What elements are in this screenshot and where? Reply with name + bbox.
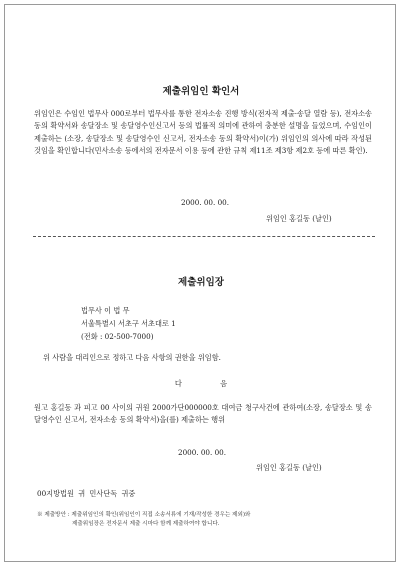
footnote <box>37 511 377 529</box>
delegation-statement: 위 사람을 대리인으로 정하고 다음 사항의 권한을 위임함. <box>43 353 221 362</box>
confirmation-date: 2000. 00. 00. <box>181 198 230 207</box>
delegated-matter: 원고 홍길동 과 피고 00 사이의 귀원 2000가단000000호 대여금 청구사건에 관하여(소장, 송달장소 및 송달영수인 신고서, 전자소송 동의 확약서)을(를) 제출하는 행위 <box>34 403 372 425</box>
section-heading: 다 음 <box>174 379 246 388</box>
document-page <box>4 4 396 562</box>
confirmation-signature: 위임인 홍길동 (날인) <box>266 214 332 223</box>
section-divider <box>33 236 375 237</box>
agent-address: 서울특별시 서초구 서초대로 1 <box>81 319 176 328</box>
agent-info <box>81 304 176 343</box>
court-addressee: 00지방법원 귀 민사단독 귀중 <box>37 489 136 498</box>
agent-name: 법무사 이 법 무 <box>81 306 130 315</box>
confirmation-body: 위임인은 수임인 법무사 000로부터 법무사를 통한 전자소송 진행 방식(전자적 제출·송달 열람 등), 전자소송 동의 확약서와 송달장소 및 송달영수인신고서 등의 법률적 의미에 관하여 충분한 설명을 들었으며, 수임인이 제출하는 (소장, 송달장소 및 송달영수인 신고서, 전자소송 동의 확약서)이(가) 위임인의 의사에 따라 작성된 것임을 확인합니다(민사소송 등에서의 전자문서 이용 등에 관한 규칙 제11조 제3항 제2호 등에 따른 확인). <box>34 109 372 156</box>
poa-date: 2000. 00. 00. <box>178 448 227 457</box>
agent-phone: (전화 : 02-500-7000) <box>81 332 154 341</box>
poa-signature: 위임인 홍길동 (날인) <box>256 463 322 472</box>
power-of-attorney-title: 제출위임장 <box>178 277 224 288</box>
footnote-line-1: ※ 제출방안 : 제출위임인의 확인(위임인이 직접 소송서류에 기재/작성한 경우는 제외)와 <box>37 512 251 518</box>
confirmation-title: 제출위임인 확인서 <box>162 86 240 97</box>
footnote-line-2: 제출위임장은 전자문서 제출 시마다 함께 제출하여야 합니다. <box>72 521 220 527</box>
